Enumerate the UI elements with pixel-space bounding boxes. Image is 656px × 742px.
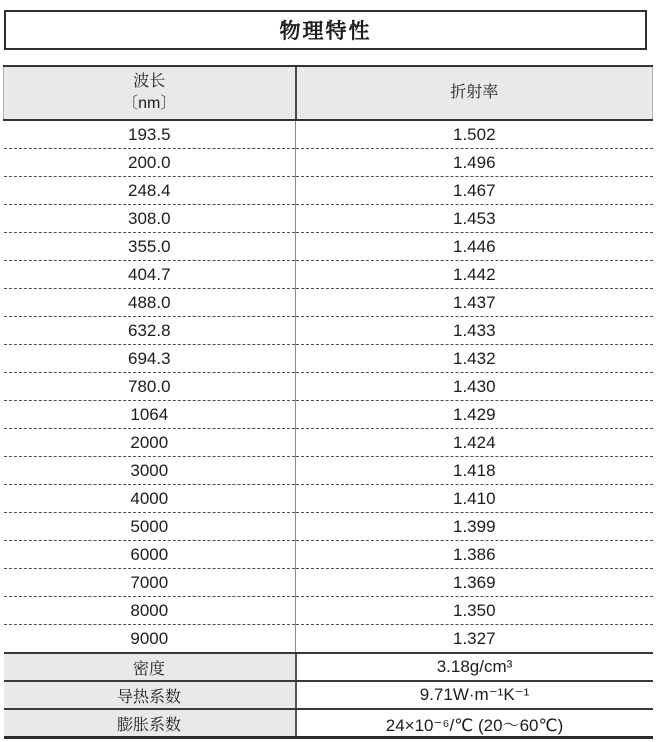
table-row: [4, 541, 653, 569]
table-row: [4, 457, 653, 485]
refractive-index-cell: 1.437: [296, 289, 653, 317]
refractive-index-cell: 1.496: [296, 149, 653, 177]
refractive-index-cell: 1.432: [296, 345, 653, 373]
table-row: [4, 261, 653, 289]
wavelength-table-body: [4, 120, 653, 653]
property-value-cell: 9.71W·m⁻¹K⁻¹: [296, 681, 653, 709]
property-value-cell: 3.18g/cm³: [296, 653, 653, 681]
refractive-index-cell: 1.424: [296, 429, 653, 457]
page-title: 物理特性: [279, 20, 372, 43]
table-row: [4, 317, 653, 345]
refractive-index-cell: 1.453: [296, 205, 653, 233]
table-row: [4, 597, 653, 625]
properties-table-body: [4, 653, 653, 738]
wavelength-cell: 193.5: [4, 120, 296, 149]
refractive-index-cell: 1.433: [296, 317, 653, 345]
physical-properties-table: [3, 65, 653, 739]
wavelength-cell: 3000: [4, 457, 296, 485]
table-row: [4, 513, 653, 541]
property-value-cell: 24×10⁻⁶/℃ (20～60℃): [296, 709, 653, 738]
wavelength-cell: 632.8: [4, 317, 296, 345]
wavelength-cell: 1064: [4, 401, 296, 429]
wavelength-cell: 9000: [4, 625, 296, 654]
property-row: [4, 653, 653, 681]
wavelength-header-line2: 〔nm〕: [122, 95, 177, 112]
wavelength-cell: 694.3: [4, 345, 296, 373]
refractive-index-cell: 1.442: [296, 261, 653, 289]
table-row: [4, 345, 653, 373]
property-row: [4, 681, 653, 709]
wavelength-cell: 200.0: [4, 149, 296, 177]
wavelength-cell: 7000: [4, 569, 296, 597]
refractive-index-cell: 1.327: [296, 625, 653, 654]
wavelength-cell: 6000: [4, 541, 296, 569]
refractive-index-cell: 1.429: [296, 401, 653, 429]
refractive-index-column-header: 折射率: [296, 66, 653, 120]
refractive-index-cell: 1.410: [296, 485, 653, 513]
wavelength-header-line1: 波长: [133, 73, 166, 91]
table-row: [4, 569, 653, 597]
table-header-row: [4, 66, 653, 120]
wavelength-cell: 780.0: [4, 373, 296, 401]
refractive-index-cell: 1.350: [296, 597, 653, 625]
wavelength-cell: 4000: [4, 485, 296, 513]
refractive-index-cell: 1.467: [296, 177, 653, 205]
wavelength-cell: 404.7: [4, 261, 296, 289]
refractive-index-cell: 1.386: [296, 541, 653, 569]
table-row: [4, 233, 653, 261]
wavelength-cell: 308.0: [4, 205, 296, 233]
property-row: [4, 709, 653, 738]
table-row: [4, 289, 653, 317]
wavelength-cell: 8000: [4, 597, 296, 625]
property-label-cell: 膨胀系数: [4, 709, 296, 738]
refractive-index-cell: 1.446: [296, 233, 653, 261]
table-row: [4, 149, 653, 177]
table-row: [4, 429, 653, 457]
wavelength-cell: 5000: [4, 513, 296, 541]
title-box: [4, 10, 647, 50]
refractive-index-cell: 1.502: [296, 120, 653, 149]
property-label-cell: 导热系数: [4, 681, 296, 709]
table-row: [4, 373, 653, 401]
wavelength-cell: 488.0: [4, 289, 296, 317]
wavelength-cell: 355.0: [4, 233, 296, 261]
property-label-cell: 密度: [4, 653, 296, 681]
refractive-index-cell: 1.430: [296, 373, 653, 401]
table-row: [4, 401, 653, 429]
wavelength-cell: 2000: [4, 429, 296, 457]
table-row: [4, 120, 653, 149]
refractive-index-cell: 1.418: [296, 457, 653, 485]
wavelength-cell: 248.4: [4, 177, 296, 205]
table-row: [4, 485, 653, 513]
table-row: [4, 205, 653, 233]
refractive-index-cell: 1.399: [296, 513, 653, 541]
table-row: [4, 177, 653, 205]
table-row: [4, 625, 653, 654]
refractive-index-cell: 1.369: [296, 569, 653, 597]
wavelength-column-header: [4, 66, 296, 120]
